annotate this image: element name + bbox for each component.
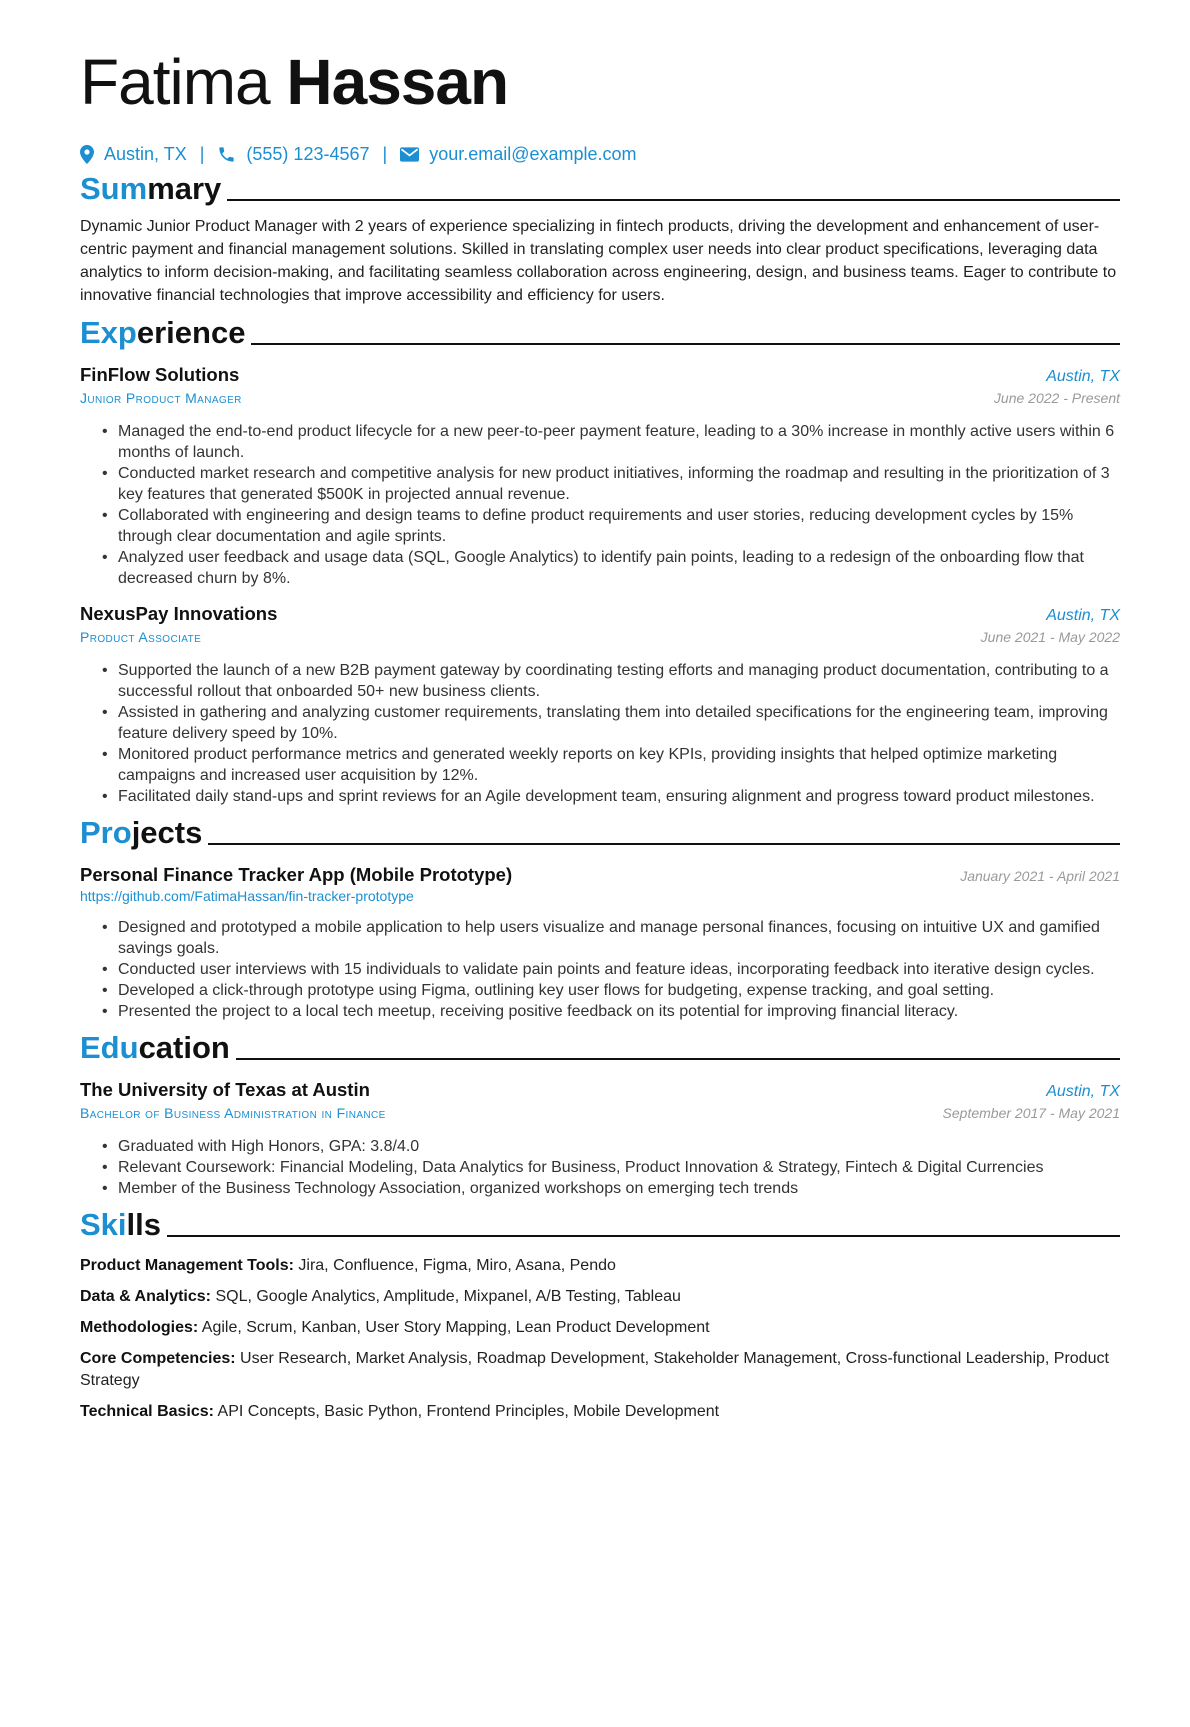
skill-value: User Research, Market Analysis, Roadmap Development, Stakeholder Management, Cross-functional Leadership, Product Strategy (80, 1350, 1109, 1389)
company-name: FinFlow Solutions (80, 364, 240, 385)
job-title: Junior Product Manager (80, 390, 242, 406)
skill-value: API Concepts, Basic Python, Frontend Principles, Mobile Development (217, 1403, 720, 1420)
job-location: Austin, TX (1046, 368, 1120, 385)
list-item: • Supported the launch of a new B2B payment gateway by coordinating testing efforts and managing product documentation, contributing to a successful rollout that onboarded 50+ new business clients. (118, 660, 1120, 702)
project-dates: January 2021 - April 2021 (960, 868, 1120, 884)
list-item: • Collaborated with engineering and design teams to define product requirements and user stories, reducing development cycles by 15% through clear documentation and agile sprints. (118, 505, 1120, 547)
list-item: • Relevant Coursework: Financial Modeling, Data Analytics for Business, Product Innovation & Strategy, Fintech & Digital Currencies (118, 1157, 1120, 1178)
school-location: Austin, TX (1046, 1083, 1120, 1100)
project-link[interactable]: https://github.com/FatimaHassan/fin-tracker-prototype (80, 888, 414, 904)
company-name: NexusPay Innovations (80, 603, 278, 624)
phone-text: (555) 123-4567 (246, 143, 370, 164)
map-marker-icon (80, 145, 94, 164)
section-heading-skills: Ski lls (80, 1207, 1120, 1243)
skill-line (80, 1286, 1120, 1308)
list-item: • Facilitated daily stand-ups and sprint reviews for an Agile development team, ensuring alignment and progress toward product milestones. (118, 786, 1120, 807)
envelope-icon (400, 147, 419, 162)
email-link: your.email@example.com (429, 143, 637, 164)
section-rule (251, 343, 1120, 345)
job-location: Austin, TX (1046, 607, 1120, 624)
contact-separator: | (382, 143, 388, 164)
skills-list (80, 1255, 1120, 1423)
last-name: Hassan (286, 46, 509, 118)
section-heading-experience: Exp erience (80, 315, 1120, 351)
list-item: • Presented the project to a local tech meetup, receiving positive feedback on its potential for improving financial literacy. (118, 1001, 1120, 1022)
skill-label: Technical Basics: (80, 1403, 214, 1420)
list-item: • Assisted in gathering and analyzing customer requirements, translating them into detailed specifications for the engineering team, improving feature delivery speed by 10%. (118, 702, 1120, 744)
list-item: • Conducted market research and competitive analysis for new product initiatives, informing the roadmap and resulting in the prioritization of 3 key features that generated $500K in projected annual revenue. (118, 463, 1120, 505)
skill-value: Jira, Confluence, Figma, Miro, Asana, Pendo (298, 1257, 616, 1274)
skill-line (80, 1348, 1120, 1392)
list-item: • Graduated with High Honors, GPA: 3.8/4.0 (118, 1136, 1120, 1157)
contact-separator: | (199, 143, 205, 164)
candidate-name (80, 44, 1120, 120)
section-rule (227, 199, 1120, 201)
section-heading-summary: Sum mary (80, 171, 1120, 207)
list-item: • Monitored product performance metrics and generated weekly reports on key KPIs, providing insights that helped optimize marketing campaigns and increased user acquisition by 12%. (118, 744, 1120, 786)
section-heading-projects: Pro jects (80, 815, 1120, 851)
resume-page (0, 44, 1190, 1727)
section-rule (236, 1058, 1120, 1060)
contact-line (80, 140, 1120, 168)
section-rule (208, 843, 1120, 845)
contact-phone[interactable] (217, 144, 369, 165)
project-entry (80, 863, 1120, 1022)
skill-line (80, 1255, 1120, 1277)
degree-title: Bachelor of Business Administration in Finance (80, 1105, 386, 1121)
job-title: Product Associate (80, 629, 202, 645)
job-entry (80, 363, 1120, 589)
job-dates: June 2022 - Present (993, 390, 1120, 406)
job-entry (80, 602, 1120, 807)
education-bullets (80, 1136, 1120, 1199)
school-name: The University of Texas at Austin (80, 1079, 370, 1100)
list-item: • Analyzed user feedback and usage data (SQL, Google Analytics) to identify pain points, leading to a redesign of the onboarding flow that decreased churn by 8%. (118, 547, 1120, 589)
first-name: Fatima (80, 46, 270, 118)
education-entry (80, 1078, 1120, 1199)
education-dates: September 2017 - May 2021 (942, 1105, 1120, 1121)
job-dates: June 2021 - May 2022 (980, 629, 1120, 645)
job-bullets (80, 660, 1120, 807)
contact-location (80, 144, 187, 165)
contact-email[interactable] (400, 144, 636, 165)
list-item: • Managed the end-to-end product lifecycle for a new peer-to-peer payment feature, leading to a 30% increase in monthly active users within 6 months of launch. (118, 421, 1120, 463)
skill-label: Core Competencies: (80, 1350, 236, 1367)
project-name: Personal Finance Tracker App (Mobile Prototype) (80, 864, 513, 885)
skill-line (80, 1401, 1120, 1423)
location-text: Austin, TX (104, 143, 187, 164)
skill-value: SQL, Google Analytics, Amplitude, Mixpanel, A/B Testing, Tableau (215, 1288, 681, 1305)
list-item: • Developed a click-through prototype using Figma, outlining key user flows for budgeting, expense tracking, and goal setting. (118, 980, 1120, 1001)
skill-value: Agile, Scrum, Kanban, User Story Mapping, Lean Product Development (201, 1319, 710, 1336)
list-item: • Member of the Business Technology Association, organized workshops on emerging tech trends (118, 1178, 1120, 1199)
skill-label: Methodologies: (80, 1319, 199, 1336)
summary-paragraph: Dynamic Junior Product Manager with 2 years of experience specializing in fintech products, driving the development and enhancement of user-centric payment and financial management solutions. Skilled in translating complex user needs into clear product specifications, leveraging data analytics to inform decision-making, and facilitating seamless collaboration across engineering, design, and business teams. Eager to contribute to innovative financial technologies that improve accessibility and efficiency for users. (80, 218, 1117, 304)
list-item: • Designed and prototyped a mobile application to help users visualize and manage personal finances, focusing on intuitive UX and gamified savings goals. (118, 917, 1120, 959)
section-heading-education: Edu cation (80, 1030, 1120, 1066)
section-rule (167, 1235, 1120, 1237)
phone-icon (217, 145, 236, 164)
skill-line (80, 1317, 1120, 1339)
skill-label: Data & Analytics: (80, 1288, 211, 1305)
list-item: • Conducted user interviews with 15 individuals to validate pain points and feature ideas, incorporating feedback into iterative design cycles. (118, 959, 1120, 980)
job-bullets (80, 421, 1120, 589)
skill-label: Product Management Tools: (80, 1257, 294, 1274)
project-bullets (80, 917, 1120, 1022)
